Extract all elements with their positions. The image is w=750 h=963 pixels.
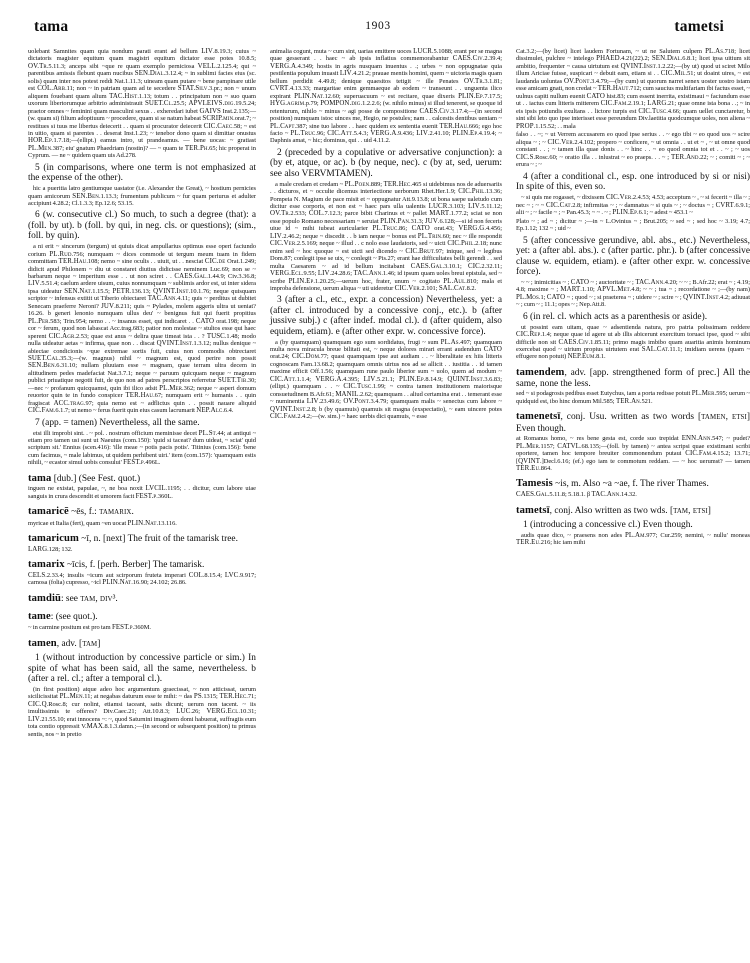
- column-container: [28, 48, 750, 953]
- column-left: [28, 48, 256, 953]
- headword: Tamesis: [516, 478, 553, 490]
- headword: tamaricum: [28, 533, 79, 545]
- citation-block: sed ~ si podagrosis pedibus esset Eutychus, iam a porta redisse potuit PL.Mer.595; uerum ~ quidquid est, ibo hinc domum Mil.585; TER.An.521.: [516, 390, 750, 405]
- headword: tamendem: [516, 366, 565, 378]
- headword: tamarix: [28, 559, 65, 571]
- sense-definition: 5 (after concessive gerundive, abl. abs., etc.) Nevertheless, yet: a (after abl. abs.). c (after partic. phr.). b (after concessive clause w. equidem, etiam). e (after other expr. w. concessive force).: [516, 235, 750, 278]
- sense-definition: 6 (in rel. cl. which acts as a parenthesis or aside).: [523, 311, 708, 322]
- headword-grammar-note: : see TAM, DIV³.: [60, 593, 118, 604]
- dictionary-entry-headword: [28, 594, 256, 606]
- citation-block: falso . . ~; ~ ut Verrem accusarem eo quod ipse serius . . ~ ego tibi ~ eo quod uos ~ scire aliqua ~ ; ~ CIC.Ver.2.4.102; propero ~ conficere, ~ ut omnia . . ut et ~ , ~ ut omne quod constant . . ; ~ tamen illa quae donis . . ~ hinc . . ~ eo quod omnia tot et . . ~ ; ~ uos CIC.S.Rosc.60; ~ oratio illa . . inlustrat ~ eo praeps. . . ~ ; TER.And.22; ~ ; comiti ~ ; ~ erura ~ ; ~: [516, 131, 750, 169]
- headword-grammar-note: , conj. Usu. written as two words [TAMEN, ETSI] Even though.: [516, 412, 750, 434]
- citation-block: myricae et Italia (fert), quam ~en uocat PLIN.Nat.13.116.: [28, 519, 177, 527]
- headword-grammar-note: , conj. Also written as two wds. [TAM, ETSI]: [549, 505, 711, 516]
- column-middle: [270, 48, 502, 953]
- dictionary-entry-headword: [28, 639, 256, 651]
- citation-block: a ni erit ~ sincerum (tergum) ut quiuis dicat ampullarius optimus esse operi faciundo corium PL.Rud.756; numquam ~ dices commode ut tergum meum tuam in fidem committam TER.Hau.108; nemo ~ sine oculis . . uiuit, ut . . nesciat CIC.de Orat.1.249; didicit apud Philonem ~ diu ut constaret diutius didicisse neminem Luc.69; non se ~ barbarum neque ~ imperitum esse . . ut non sciret . . CAES.Gal.1.44.9; Civ.3.36.8; LIV.5.51.4; caelum ardere uisum, cuius nonnumquam ~ sublimis ardor est, ut inter sidera ipsa uideatur SEN.Nat.1.15.5; PETR.136.13; QVINT.Inst.10.1.76; neque quisquam scriptor ~ infensus extitit ut Tiberio obiectaret TAC.Ann.4.11; quis ~ perditus ut dubitet Senecam praeferre Neroni? JUV.8.211; quis ~ Pylades, molem aggeris ultra ut ueniat? 16.26. b generi lenonio numquam ullus deu' ~ benignus fuit qui fuerit propitius PL.Per.583; Trin.954; nemo . . ~ insanus esset, qui indicaret . . CATO orat.198; neque cor ~ ferum, quod non labascat Acc.trag.683; patior non molestae ~ stultos esse qui haec sperent CIC.Agr.2.53; quae est anus ~ delira quae timeat ista . . ? TUSC.1.48; modo nulla uideatur aetas ~ infirma, quae non . . discat QVINT.Inst.1.3.12; nullus denique ~ abiectae condicionis ~que extremae sortis fuit, cuius non commodis obtrectaret SUET.Cal.35.3;—(w. magnus) nihil ~ magnum est, quod perire non possit SEN.Ben.6.31.10; nullam pluuiam esse ~ magnam, quae terram ultra decem in altitudinem pedes madefaciat Nat.3.7.1; neque ~ paruum quicquam neque ~ magnum publici priuatique negotii fuit, de quo non ad patres perscriptos referretur SUET.Tib.30;—nec ~ profanum quicquamst, quin ibi ilico adsit PL.Mer.362; neque ~ asperi domum reuortor quin te in fundo conspicer TER.Hau.67; numquam erit ~ humanis . . quin fragiscat ACC.trag.97; quia nemo est ~ adflictus quin . . possit nauare aliquid CIC.Fam.6.1.7; ut nemo ~ ferus fuerit quin eius casum lacrumarit NEP.Alc.6.4.: [28, 243, 257, 415]
- sense-definition: 5 (in comparisons, where one term is not emphasized at the expense of the other).: [28, 162, 256, 184]
- citation-block: hic a pueritia latro gentiumque uastator (i.e. Alexander the Great), ~ hostium pernicies quam amicorum SEN.Ben.1.13.3; frumentum publicum ~ fur quam periurus et adulter accipiunt 4.28.2; Cl.1.3.3; Ep.12.6; 53.15.: [28, 185, 256, 208]
- sense-definition: 3 (after a cl., etc., expr. a concession) Nevertheless, yet: a (after cl. introduced by a concessive conj., etc.). b (after jussive subj.) c (after indef. modal cl.). d (after quidem, also equidem, etiam). e (after other expr. w. concessive force).: [270, 295, 502, 337]
- citation-block: (in first position) atque adeo hoc argumentum graecissat, ~ non atticissat, uerum sicilicissitat PL.Men.11; at negabas daturum esse te mihi: ~ das PS.1315; TER.Hec.71; CIC.Q.Rosc.8; cur nolint, etiamsi taceant, satis dicunt; uerum non tacent. ~ iis imultissimis te offeres? Div.Caec.21; Att.10.8.3; LUC.26; VERG.Ecl.10.31; LIV.21.55.10; erat innocens ~: ~, quod Saturnini imaginem domi habuerat, suffragiis eum tota contio oppressit V.MAX.8.1.3.damn.;—(in second or subsequent position) tu primus sentis, nos ~ in pretio: [28, 685, 257, 738]
- citation-block: Cat.3.2;—(by licet) licet laudem Fortunam, ~ ut ne Salutem culpem PL.As.718; licet dissimulet, pulchre ~ intelego PHAED.4.21(22).2; SEN.Dial.6.8.1; licet ipsa uitium sit ambitio, frequenter ~ causa uirtutum est QVINT.Inst.1.2.22;—(by ut) quod ut sciret Milo illum Ariciae fuisse, suspicari ~ debuit eam, etiam si . . CIC.Mil.51; ut doaint uires, ~ est laudanda uoluntas OV.Pont.3.4.79;—(by cum) ut quorum narret senex uoster uostro istam esse amicam gnati, non credat ~ TER.Haut.712; cum saucius multifariam ibi factus esset, ~ uulnus capiti nullum euenit CATO hist.83; cum essent inerrita, existimaui ~ faciundum esse ut . . iactus cum litteris mitterem CIC.Fam.2.19.1; LARG.21; quae omne ista bona . .; ~ in eis ipsis potiundis exultans . . lictore turpis est CIC.Tusc.4.66; quam uellet cunctaretur, b sint sibi leto quo ipse interisset esse pereundum Div.laetitia quodcumque uoles, non aliena ~ PROP.1.15.52; . . mala: [516, 48, 750, 130]
- citation-block: Plato ~ ; ad ~ ; dicitur ~ ;—in ~ L.Ovinius ~ ; Brut.205; ~ sed ~ ; sed hoc ~ 3.19; 4.7; Ep.1.12; 132 ~ ; uid ~: [516, 217, 750, 233]
- headword: tamdiū: [28, 592, 61, 604]
- headword-grammar-note: ~ī, n. [next] The fruit of the tamarisk tree.: [78, 534, 238, 545]
- headword: tame: [28, 611, 51, 623]
- citation-block: animalia cogunt, muta ~ cum sint, uarias emittere uoces LUCR.5.1088; erant per se magna quae gesserant . . haec ~ ab ipsis inflatius commemorabantur CAES.Civ.2.39.4; VERG.A.4.349; hostis in agris nusquam inuentus . .; urbes ~ non oppugnatae quia pestilentia populum inuasit LIV.4.21.2; prauae mentis homini, quem ~ uictoria magis quam bellum perdidit 4.49.8; denique quaesitos tetigit ~ ille Penates OV.Tr.3.1.81; CVRT.4.13.33; margaritae enim gemmaeque ab eodem ~ transeunt . . unguenta ilico expirant PLIN.Nat.12.60; superuacuum ~ est recitare, quae dixeris PLIN.Ep.7.17.5; HYG.agrim.p.79; POMPON.dig.1.2.2.6; (w. nihilo minus) si illud tenerent, se quoque id retenturum, nihilo ~ minus ~ agi posse de compositione CAES.Civ.3.17.4;—(in second position) numquam istoc uinces me, Hegio, ne postules; nam . . calcestis dentibus ueniam ~ PL.Capt.387; sine tuo labore . . haec quidem ex sententia euenit TER.Hau.666; ego hoc facio ~ PL.Truc.96; CIC.Att.5.4.3; VERG.A.9.436; LIV.2.41.10; PLIN.Ep.4.19.4; ~ Daphnis amat, ~ hic; dominus, qui . . uid 4.11.2.: [270, 48, 503, 145]
- dictionary-entry-headword: [28, 507, 256, 519]
- citation-block: CELS.2.33.4; insulis ~icum aut scirporum fruteta imperari COL.8.15.4; LVC.9.917; carnosa (folia) cupresso, ~icl PLIN.Nat.16.90; 24.102; 26.86.: [28, 571, 256, 587]
- headword-grammar-note: , adv. [TAM]: [56, 638, 101, 649]
- citation-block: a (by quamquam) quamquam ego sum sordidatus, frugi ~ sum PL.As.497; quamquam multa nova miracula breue bilitati est, ~ neque dolores mirari errant audendum CATO orat.24; CIC.Dom.77; quasi quamquam ipse aut audiam . . ~ liberalitate ex hiis litteris cognoscam Fam.13.68.2; quamquam omnis uirtus nos ad se allicit . . iustitia . . id tamen maxime efficit Off.1.56; quamquam rune paulo liberior sum ~ uolo, quem ad modum ~ CIC.Att.1.1.4; VERG.A.4.395; LIV.5.21.1; PLIN.Ep.8.14.9; QUINT.Inst.3.6.83; (ellipt.) quamquam . . ~ CIC.Tusc.1.99; ~ contra tamen institutionem maiorisque consuetudinem B.Afr.61; MANIL.2.62; quamquam . . aliud certamina erat . . temerant esse ~ numinentia LIV.23.49.6; OV.Pont.3.4.79; quamquam malis ~ senectus cum labore ~ QVINT.Inst.2.8; b (by quamuis) quamuis sit magna (exspectatio), ~ eam uincere potes CIC.Fam.2.4.2;—(w. sim.) ~ haec uerbis dici quamuis, ~ esse: [270, 338, 502, 421]
- citation-block: uolebant Samnites quam quia nondum parati erant ad bellum LIV.8.19.3; cuius ~ dictatoris magister equitum quam magistri equitum dictator esse potes 10.8.5; OV.Tr.5.11.3; anceps sibi ~que re quam exemplo perniciosa VELL.2.125.4; qui ~ parentibus amissis flebunt quam nucibus SEN.Dial.3.12.4; ~ in sublimi facies eius (sc. solis) quam inter nos potest reddi Nat.1.11.3; uineam quam putare ~ bene pampinare utile est COL.Arb.11; non ~ in patriam quam ad te secedere STAT.Silv.3.pr.; non ~ unum aliquem fouebant quam alium TAC.Hist.1.13; totum . . principatum non ~ suo quam uxorum libertorumque arbitrio administrauit SUET.Cl.25.5; APVLEIVS.dig.19.5.24; praetor omnes ~ feminini quam masculini sexus . . exheredari iubet GAIVS Inst.2.135;—(w. quam si) filium adoptiuum ~ procedere, quam si se natum habeat SCRIP.min.orat.7; ~ restitues si tuus me libertus deiecerit . . quam si procurator deiecerit CIC.Caec.58; ~ est in uitio, quam si parentes . . deserat Inst.1.23; ~ tenebor dono quam si dimittar onustus HOR.Ep.1.7.18;—(ellipt.) eamus intro, ut prandeamus. — bene uocas: ~ gratiast PL.Men.387; eiu' gnatum Phaedriam (nostin)? — ~ quam te TER.Ph.65; hic properat in Cyprum. — ne ~ quidem quam uis Ad.278.: [28, 48, 257, 160]
- dictionary-entry-headword: [516, 368, 750, 389]
- citation-block: inguen ne existat, papulae, ~, ne boa noxit LVCIL.1195; . . dicitur, cum labore uiae sanguis in crura descendit et umorem facit FEST.p.360L.: [28, 485, 256, 500]
- sense-definition: 1 (without introduction by concessive particle or sim.) In spite of what has been said, all the same, nevertheless. b (after a rel. cl.; after a temporal cl.).: [28, 653, 256, 684]
- citation-block: ~ si quis me rogasset, ~ dixissem CIC.Ver.2.4.53; 4.53; acceptum ~ , ~ si fecerit ~ illa ~ ; nec ~ ; ~ ~ CIC.Cat.2.8; infirmitas ~ ; ~ damnatus ~ si quis ~ ; ~ doctus ~ ; CVRT.6.9.1; alii ~ ; ~ facile ~ ; ~ Pan.45.3; ~ ~ . ~ ; PLIN.Ep.6.1; ~ adest ~ 453.1 ~: [516, 194, 750, 216]
- headword-grammar-note: : (see quot.).: [50, 612, 98, 623]
- citation-block: CAES.Gal.5.11.8; 5.18.1. β TAC.Ann.14.32.: [516, 491, 637, 499]
- citation-block: at Romanus homo, ~ res bene gesta est, corde suo trepidat ENN.Ann.547; ~ pudet? PL.Mer.1157; CATVL.68.135;—(foll. by tamen) ~ antea scripsi quae existimani scribi oportere, tamen hoc tempore breuiter commonendum putaui CIC.Fam.4.15.2; 13.71; [QVINT.]Decl.6.16; (ef.) ego iam te commotum reddam. — ~ hoc uerumst? — tamen TER.Eu.864.: [516, 435, 750, 473]
- citation-block: ut possint eam uitam, quae ~ adsentienda natura, pro patria polissimam reddere CIC.Rep.1.4; neque quae id agere ut ab illis abicerunt exercitum toruaci ipse, quod ~ sibi difficile non sit CAES.Civ.1.85.11; primo magis imbibo quam auaritia animis hominum exercebat quod ~ uirium propius uirtutem erat SAL.Cat.11.1; imidiam uerens (quam ~ effugere non potuit) NEP.Eum.8.1.: [516, 323, 750, 361]
- headword: tamen: [28, 637, 57, 649]
- running-head-left: tama: [34, 18, 69, 35]
- dictionary-entry-headword: [516, 506, 750, 518]
- dictionary-entry-headword: [28, 560, 256, 571]
- citation-block: a male credam et credam ~ PL.Poen.889; TER.Hec.465 si uidebimus nos de aduersariis . . dicturos, et ~ occulte dicemus interiectione uerborum Rhet.Her.1.9; CIC.Phil.13.36; Pompeia N. Magium de pace misit et ~ oppugnatur Att.9.13.8; ut bona saepe ualetudo cum dicitur esse corporis, et non est ~ haec pars ulla ualentis LUCR.3.103; LIV.5.11.12; OV.Tr.2.533; COL.7.12.3; parce bibit Charinus et ~ pallet MART.1.77.2; sciat se non esse populo Romano necessariam ~ seruiat PLIN.Pan.31.3; JUV.6.128;—si id non feceris uiue id ~ mihi iubeat auricularier PL.Truc.86; CATO orat.43; VERG.G.4.456; LIV.2.46.2; neque ~ discedit . . b iam neque ~ bonus est PL.Trin.60; nec ~ ille respondit CIC.Ver.2.5.169; neque ~ illud . . c nolo esse laudatoris, sed ~ uicti CIC.Phil.2.18; nunc enim sed ~ hoc quoque ~ est uicti sed dicendo ~ CIC.Brut.97; inique, sed ~ legibus Dom.87; conlegit ipse se uix, ~ conlegit ~ Pis.27; erant hae difficultates belli gerendi . . sed multa Caesarem ~ ad id bellum incitabant CAES.Gal.3.10.1; CIC.2.32.11; VERG.Ecl.9.55; LIV.24.28.6; TAC.Ann.1.46; id ipsum quam uoles breui epistula, sed ~ scribe PLIN.Ep.1.20.25;—uerum hoc, frater, unum ~ cogitato PL.Aul.810; mala et improba defensione, uerum aliqua ~ uti uideretur CIC.Ver.2.101; SAL.Cat.8.2.: [270, 180, 503, 292]
- citation-block: ~ ~ ; inimicitias ~ ; CATO ~ ; auctoritate ~ ; TAC.Ann.4.20; ~ ~ ; B.Afr.22; erat ~ ; 4.19; 4.8; maxime ~ ; MART.1.10; APVL.Met.4.8; ~ ~ ; tua ~ ; recordatione ~ ;—(by nam) PL.Mos.1; CATO ~ ; quod ~ ; si praeterea ~ ; uidere ~ ; scire ~ ; QVINT.Inst.4.2; adiuuat ~ ; cum ~ ; 11.1; opes ~ ; Nep.Att.8.: [516, 278, 750, 309]
- headword: tamaricē: [28, 506, 69, 518]
- headword-grammar-note: ~īcis, f. [perh. Berber] The tamarisk.: [64, 560, 205, 571]
- sense-definition: 7 (app. = tamen) Nevertheless, all the same.: [35, 417, 200, 428]
- headword-grammar-note: , adv. [app. strengthened form of prec.] All the same, none the less.: [516, 367, 750, 389]
- sense-definition: 1 (introducing a concessive cl.) Even though.: [523, 520, 693, 531]
- citation-block: audis quae dico, ~ praesens non ades PL.Am.977; Cur.259; nemini, ~ nullu' moneas TER.Eu.216; hic iam mihi: [516, 532, 750, 547]
- sense-definition: 2 (preceded by a copulative or adversative conjunction): a (by et, atque, or ac). b (by neque, nec). c (by at, sed, uerum: see also VERVMTAMEN).: [270, 147, 502, 179]
- sense-definition: 6 (w. consecutive cl.) So much, to such a degree (that): a (foll. by ut). b (foll. by qui, in neg. cls. or questions); (sim., foll. by quin).: [28, 210, 256, 242]
- citation-block: LARG.128; 132.: [28, 545, 73, 553]
- page-number: 1903: [365, 20, 391, 32]
- citation-block: ~ in carmine positum est pro tam FEST.p.360M.: [28, 624, 151, 632]
- dictionary-entry-headword: [28, 474, 256, 485]
- dictionary-entry-headword: [28, 534, 256, 545]
- running-head: [28, 18, 728, 38]
- headword: tama: [28, 472, 52, 484]
- headword-grammar-note: ~is, m. Also ~a ~ae, f. The river Thames.: [552, 479, 709, 490]
- dictionary-entry-headword: [516, 479, 750, 490]
- column-right: [516, 48, 750, 953]
- headword-grammar-note: [dub.] (See Fest. quot.): [51, 473, 141, 484]
- running-head-right: tametsi: [674, 18, 724, 35]
- headword: tametsī: [516, 504, 550, 516]
- headword-grammar-note: ~ēs, f.: TAMARIX.: [68, 507, 134, 518]
- headword: tamenetsī: [516, 411, 561, 423]
- dictionary-entry-headword: [28, 612, 256, 623]
- sense-definition: 4 (after a conditional cl., esp. one introduced by si or nisi) In spite of this, even so.: [516, 171, 750, 193]
- dictionary-entry-headword: [516, 412, 750, 434]
- citation-block: etsi illi improbi sint. . ~ pol. . nostrum officium meminisse decet PL.St.44; at antiqui ~ etiam pro tamen usi sunt ut Naeuius (com.150): 'quid si taceat? dum uideat, ~ sciat' quid scriptum sit.' Ennius (scen.416): 'ille meae ~ potis pacis potis'. Titinius (com.156): 'bene cum facimus, ~ male labimus, ut quidem perhibent uiri.' item (com.157): 'quamquam estis nihili, ~ ecastor simul uobis consului' FEST.p.496L.: [28, 429, 257, 467]
